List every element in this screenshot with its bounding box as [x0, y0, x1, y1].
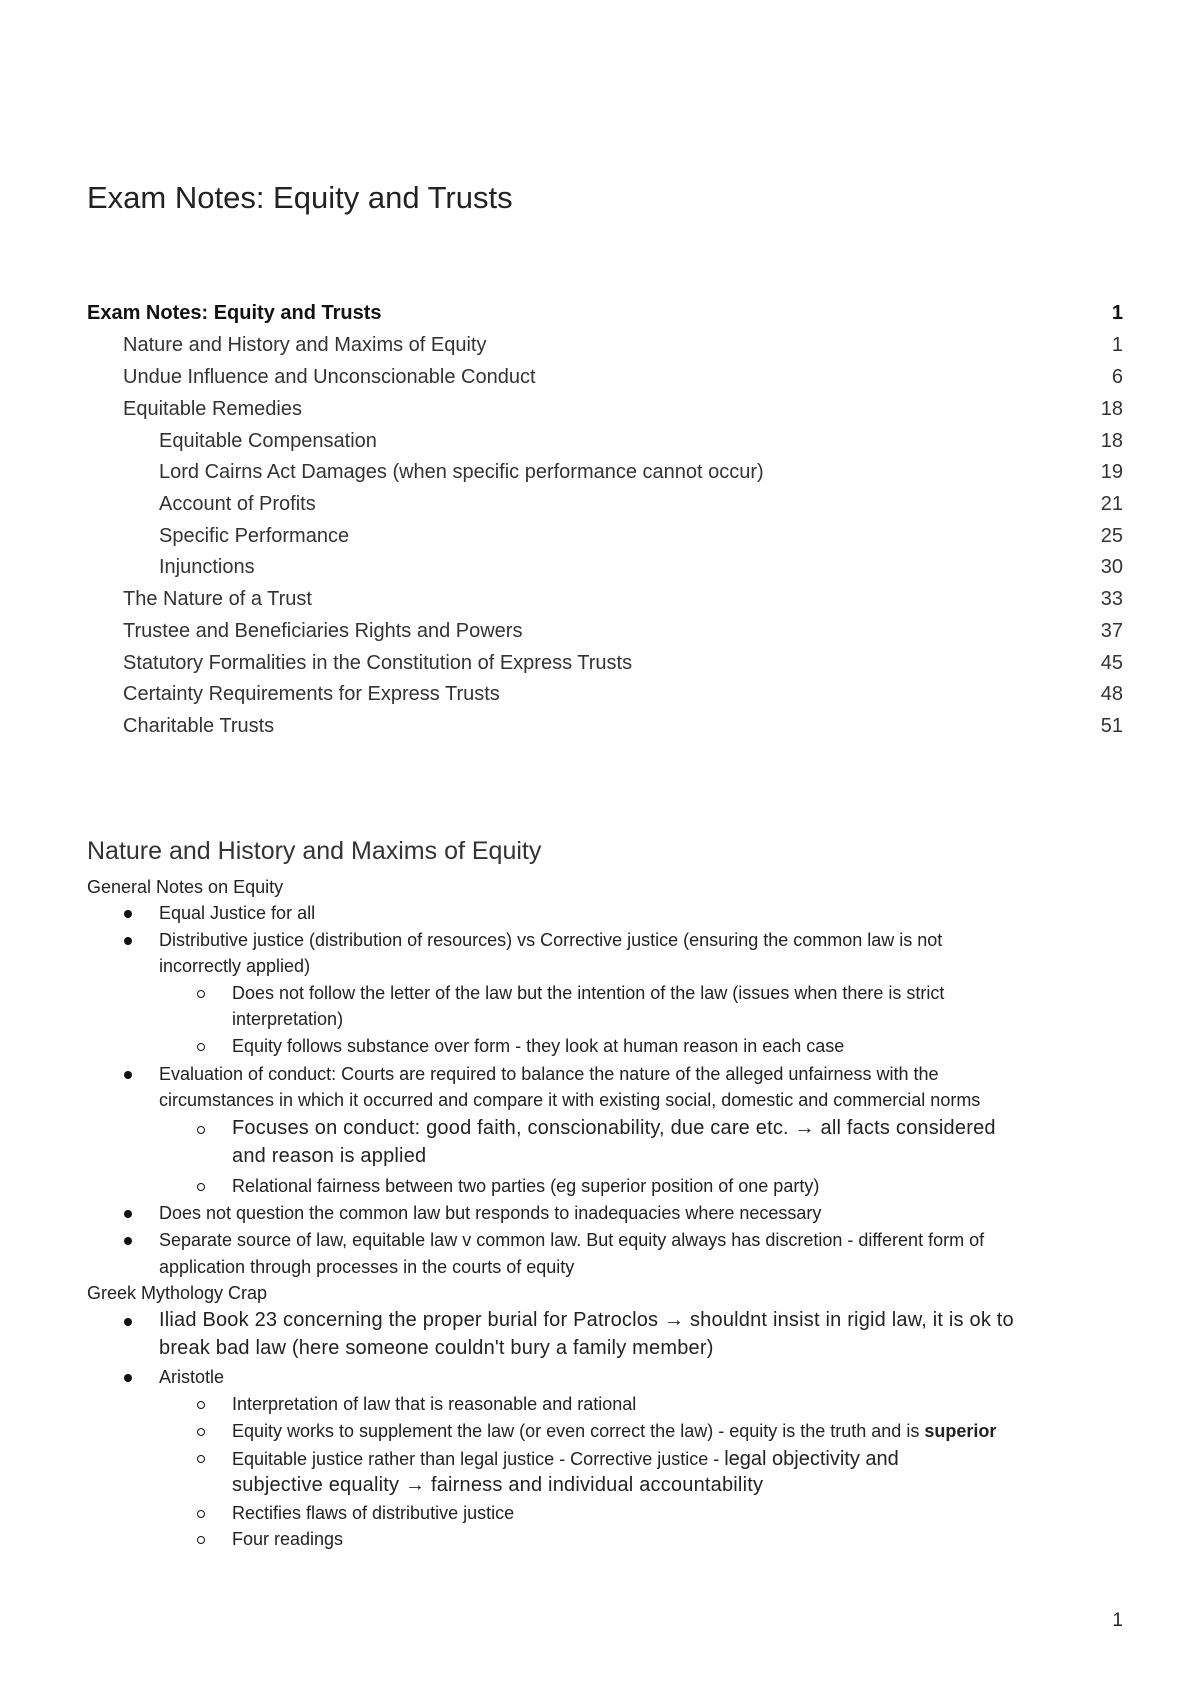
circle-bullet-icon — [197, 1455, 205, 1463]
toc-entry-page: 25 — [1100, 525, 1123, 547]
toc-entry[interactable] — [0, 715, 1200, 745]
sub-list-item: Relational fairness between two parties (eg superior position of one party) — [232, 1176, 820, 1196]
list-item: Iliad Book 23 concerning the proper burial for Patroclos → shouldnt insist in rigid law, it is ok to — [159, 1309, 1014, 1331]
list-item: Separate source of law, equitable law v common law. But equity always has discretion - different form of — [159, 1230, 985, 1250]
sub-list-item: Four readings — [232, 1529, 344, 1549]
bullet-icon — [124, 1210, 132, 1218]
toc-entry-label: Equitable Remedies — [123, 398, 302, 420]
toc-entry-page: 51 — [1100, 715, 1123, 737]
sub-list-item-continued: interpretation) — [232, 1009, 344, 1029]
bullet-icon — [124, 1318, 132, 1326]
bold-text: superior — [924, 1421, 997, 1441]
list-item-continued: break bad law (here someone couldn't bury a family member) — [159, 1337, 714, 1359]
sub-list-item: Interpretation of law that is reasonable and rational — [232, 1394, 637, 1414]
toc-entry[interactable] — [0, 302, 1200, 332]
toc-entry-page: 33 — [1100, 588, 1123, 610]
toc-entry[interactable] — [0, 366, 1200, 396]
bullet-icon — [124, 937, 132, 945]
sub-list-item — [232, 1421, 996, 1442]
list-item-continued: incorrectly applied) — [159, 956, 311, 976]
toc-entry-page: 45 — [1100, 652, 1123, 674]
toc-entry[interactable] — [0, 620, 1200, 650]
toc-entry-label: Charitable Trusts — [123, 715, 275, 737]
sub-list-item-text: legal objectivity and — [724, 1448, 899, 1470]
toc-entry[interactable] — [0, 398, 1200, 428]
toc-entry-page: 18 — [1100, 398, 1123, 420]
sub-list-item: Equity follows substance over form - they look at human reason in each case — [232, 1036, 845, 1056]
toc-entry-label: Account of Profits — [159, 493, 316, 515]
circle-bullet-icon — [197, 990, 205, 998]
toc-entry[interactable] — [0, 556, 1200, 586]
sub-list-item-continued: and reason is applied — [232, 1145, 427, 1167]
circle-bullet-icon — [197, 1428, 205, 1436]
toc-entry-page: 37 — [1100, 620, 1123, 642]
toc-entry-page: 1 — [1111, 302, 1123, 324]
toc-entry[interactable] — [0, 430, 1200, 460]
circle-bullet-icon — [197, 1536, 205, 1544]
sub-list-item: Rectifies flaws of distributive justice — [232, 1503, 515, 1523]
toc-entry-label: Certainty Requirements for Express Trusts — [123, 683, 500, 705]
sub-list-item-text: Equity works to supplement the law (or even correct the law) - equity is the truth and is — [232, 1421, 925, 1441]
toc-entry-page: 18 — [1100, 430, 1123, 452]
toc-entry-page: 1 — [1111, 334, 1123, 356]
toc-entry-label: Exam Notes: Equity and Trusts — [87, 302, 382, 324]
toc-entry-label: Injunctions — [159, 556, 255, 578]
toc-entry-label: Specific Performance — [159, 525, 350, 547]
toc-entry[interactable] — [0, 493, 1200, 523]
section-heading: Nature and History and Maxims of Equity — [87, 837, 542, 865]
toc-entry-label: The Nature of a Trust — [123, 588, 312, 610]
sub-list-item: Does not follow the letter of the law but the intention of the law (issues when there is strict — [232, 983, 945, 1003]
toc-entry-label: Nature and History and Maxims of Equity — [123, 334, 487, 356]
toc-entry-label: Lord Cairns Act Damages (when specific performance cannot occur) — [159, 461, 764, 483]
bullet-icon — [124, 1237, 132, 1245]
toc-entry[interactable] — [0, 461, 1200, 491]
toc-entry-page: 30 — [1100, 556, 1123, 578]
toc-entry[interactable] — [0, 334, 1200, 364]
sub-list-item: Focuses on conduct: good faith, conscionability, due care etc. → all facts considered — [232, 1117, 996, 1139]
sub-list-item-continued: subjective equality → fairness and individual accountability — [232, 1474, 764, 1496]
list-item: Evaluation of conduct: Courts are required to balance the nature of the alleged unfairness with the — [159, 1064, 939, 1084]
toc-entry[interactable] — [0, 652, 1200, 682]
list-item-continued: application through processes in the courts of equity — [159, 1257, 575, 1277]
toc-entry-label: Trustee and Beneficiaries Rights and Powers — [123, 620, 523, 642]
list-item: Aristotle — [159, 1367, 225, 1387]
bullet-icon — [124, 910, 132, 918]
circle-bullet-icon — [197, 1183, 205, 1191]
toc-entry-page: 21 — [1100, 493, 1123, 515]
circle-bullet-icon — [197, 1401, 205, 1409]
circle-bullet-icon — [197, 1510, 205, 1518]
list-item-continued: circumstances in which it occurred and compare it with existing social, domestic and commercial norms — [159, 1090, 981, 1110]
bullet-icon — [124, 1071, 132, 1079]
toc-entry[interactable] — [0, 588, 1200, 618]
page-number: 1 — [1112, 1610, 1123, 1631]
circle-bullet-icon — [197, 1043, 205, 1051]
toc-entry-label: Undue Influence and Unconscionable Conduct — [123, 366, 536, 388]
toc-entry-page: 48 — [1100, 683, 1123, 705]
toc-entry-page: 6 — [1111, 366, 1123, 388]
list-item: Distributive justice (distribution of resources) vs Corrective justice (ensuring the common law is not — [159, 930, 943, 950]
general-notes-heading: General Notes on Equity — [87, 877, 284, 897]
toc-entry-label: Statutory Formalities in the Constitution of Express Trusts — [123, 652, 633, 674]
toc-entry[interactable] — [0, 525, 1200, 555]
list-item: Equal Justice for all — [159, 903, 316, 923]
sub-list-item — [232, 1448, 899, 1471]
circle-bullet-icon — [197, 1126, 205, 1134]
toc-entry-label: Equitable Compensation — [159, 430, 377, 452]
greek-mythology-heading: Greek Mythology Crap — [87, 1283, 268, 1303]
sub-list-item-text: Equitable justice rather than legal justice - Corrective justice - — [232, 1449, 725, 1469]
bullet-icon — [124, 1374, 132, 1382]
toc-entry[interactable] — [0, 683, 1200, 713]
list-item: Does not question the common law but responds to inadequacies where necessary — [159, 1203, 822, 1223]
toc-entry-page: 19 — [1100, 461, 1123, 483]
document-title: Exam Notes: Equity and Trusts — [87, 180, 513, 215]
